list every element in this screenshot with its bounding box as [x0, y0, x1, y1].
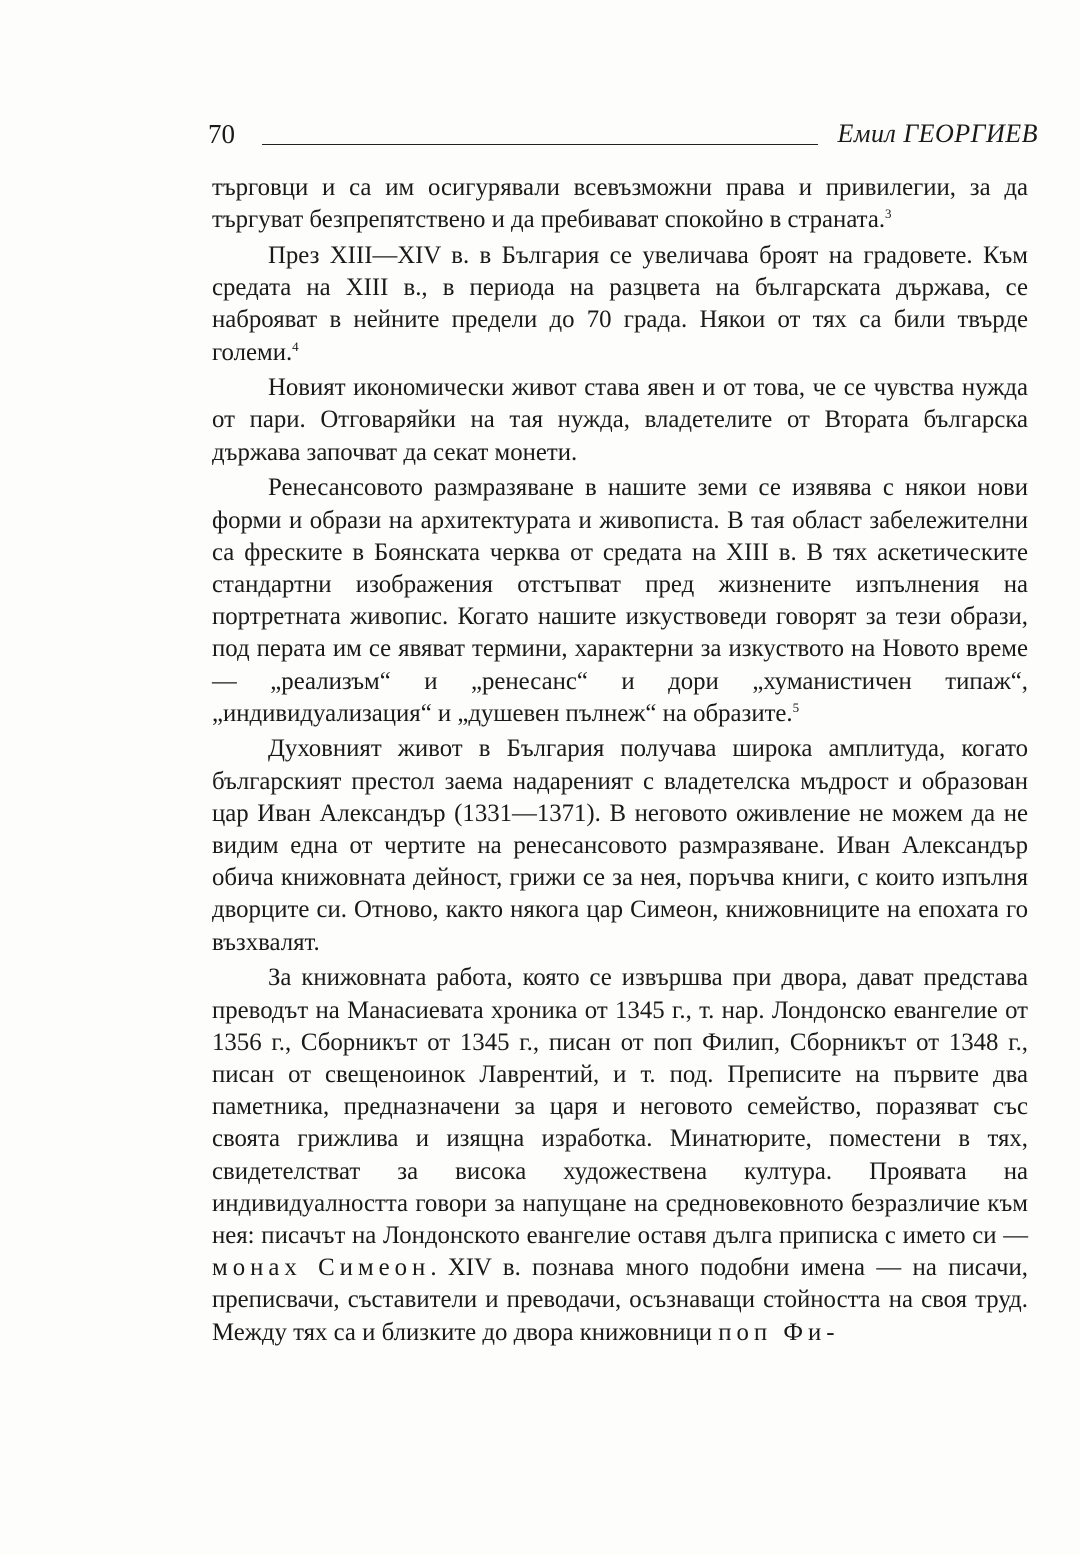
paragraph-2-text: През XIII—XIV в. в България се увеличава броят на градовете. Към средата на XIII в., в периода на разцвета на българската държава, се наброяват в нейните предели до 70 града. Някои от тях са били твърде големи. — [212, 241, 1028, 366]
paragraph-3-text: Новият икономически живот става явен и от това, че се чувства нужда от пари. Отговаряйки на тая нужда, владетелите от Втората българска държава започват да секат монети. — [212, 374, 1028, 466]
footnote-ref-5: 5 — [792, 699, 800, 715]
paragraph-3 — [212, 372, 1028, 469]
page-number: 70 — [208, 119, 235, 149]
running-head-author: Емил ГЕОРГИЕВ — [837, 119, 1038, 148]
spaced-name-pop-fi: поп Фи- — [718, 1318, 840, 1346]
paragraph-6 — [212, 962, 1028, 1348]
spaced-name-monk-simeon: монах Симеон — [212, 1254, 431, 1282]
paragraph-6-text-a: За книжовната работа, която се извършва при двора, дават представа преводът на Манасиевата хроника от 1345 г., т. нар. Лондонско евангелие от 1356 г., Сборникът от 1345 г., писан от поп Филип, Сборникът от 1348 г., писан от свещеноинок Лаврентий, и т. под. Преписите на първите два паметника, предназначени за царя и неговото семейство, поразяват със своята грижлива и изящна изработка. Минатюрите, поместени в тях, свидетелстват за висока художествена култура. Проявата на индивидуалността говори за напущане на средновековното безразличие към нея: писачът на Лондонското евангелие оставя дълга приписка с името си — — [212, 964, 1028, 1249]
header-rule — [262, 144, 818, 145]
paragraph-5 — [212, 733, 1028, 958]
paragraph-6-text-b: . XIV в. познава много подобни имена — на писачи, преписвачи, съставители и преводачи, осъзнаващи стойността на своя труд. Между тях са и близките до двора книжовници — [212, 1254, 1028, 1346]
footnote-ref-3: 3 — [885, 206, 892, 222]
paragraph-2 — [212, 240, 1028, 369]
paragraph-5-text: Духовният живот в България получава широка амплитуда, когато българският престол заема надареният с владетелска мъдрост и образован цар Иван Александър (1331—1371). В неговото оживление не можем да не видим една от чертите на ренесансовото размразяване. Иван Александър обича книжовната дейност, грижи се за нея, поръчва книги, с които изпълня дворците си. Отново, както някога цар Симеон, книжовниците на епохата го възхвалят. — [212, 735, 1028, 956]
paragraph-1-text: търговци и са им осигурявали всевъзможни права и привилегии, за да търгуват безпрепятствено и да пребивават спокойно в страната. — [212, 174, 1028, 234]
paragraph-4-text: Ренесансовото размразяване в нашите земи се изявява с някои нови форми и образи на архитектурата и живописта. В тая област забележителни са фреските в Боянската черква от средата на XIII в. В тях аскетическите стандартни изображения отстъпват пред жизнените изпълнения на портретната живопис. Когато нашите изкуствоведи говорят за тези образи, под перата им се явяват термини, характерни за изкуството на Новото време — „реализъм“ и „ренесанс“ и дори „хуманистичен типаж“, „индивидуализация“ и „душевен пълнеж“ на образите. — [212, 474, 1028, 727]
running-header — [208, 116, 1038, 156]
body-text — [212, 172, 1028, 1352]
footnote-ref-4: 4 — [292, 338, 299, 354]
paragraph-1 — [212, 172, 1028, 236]
paragraph-4 — [212, 472, 1028, 730]
